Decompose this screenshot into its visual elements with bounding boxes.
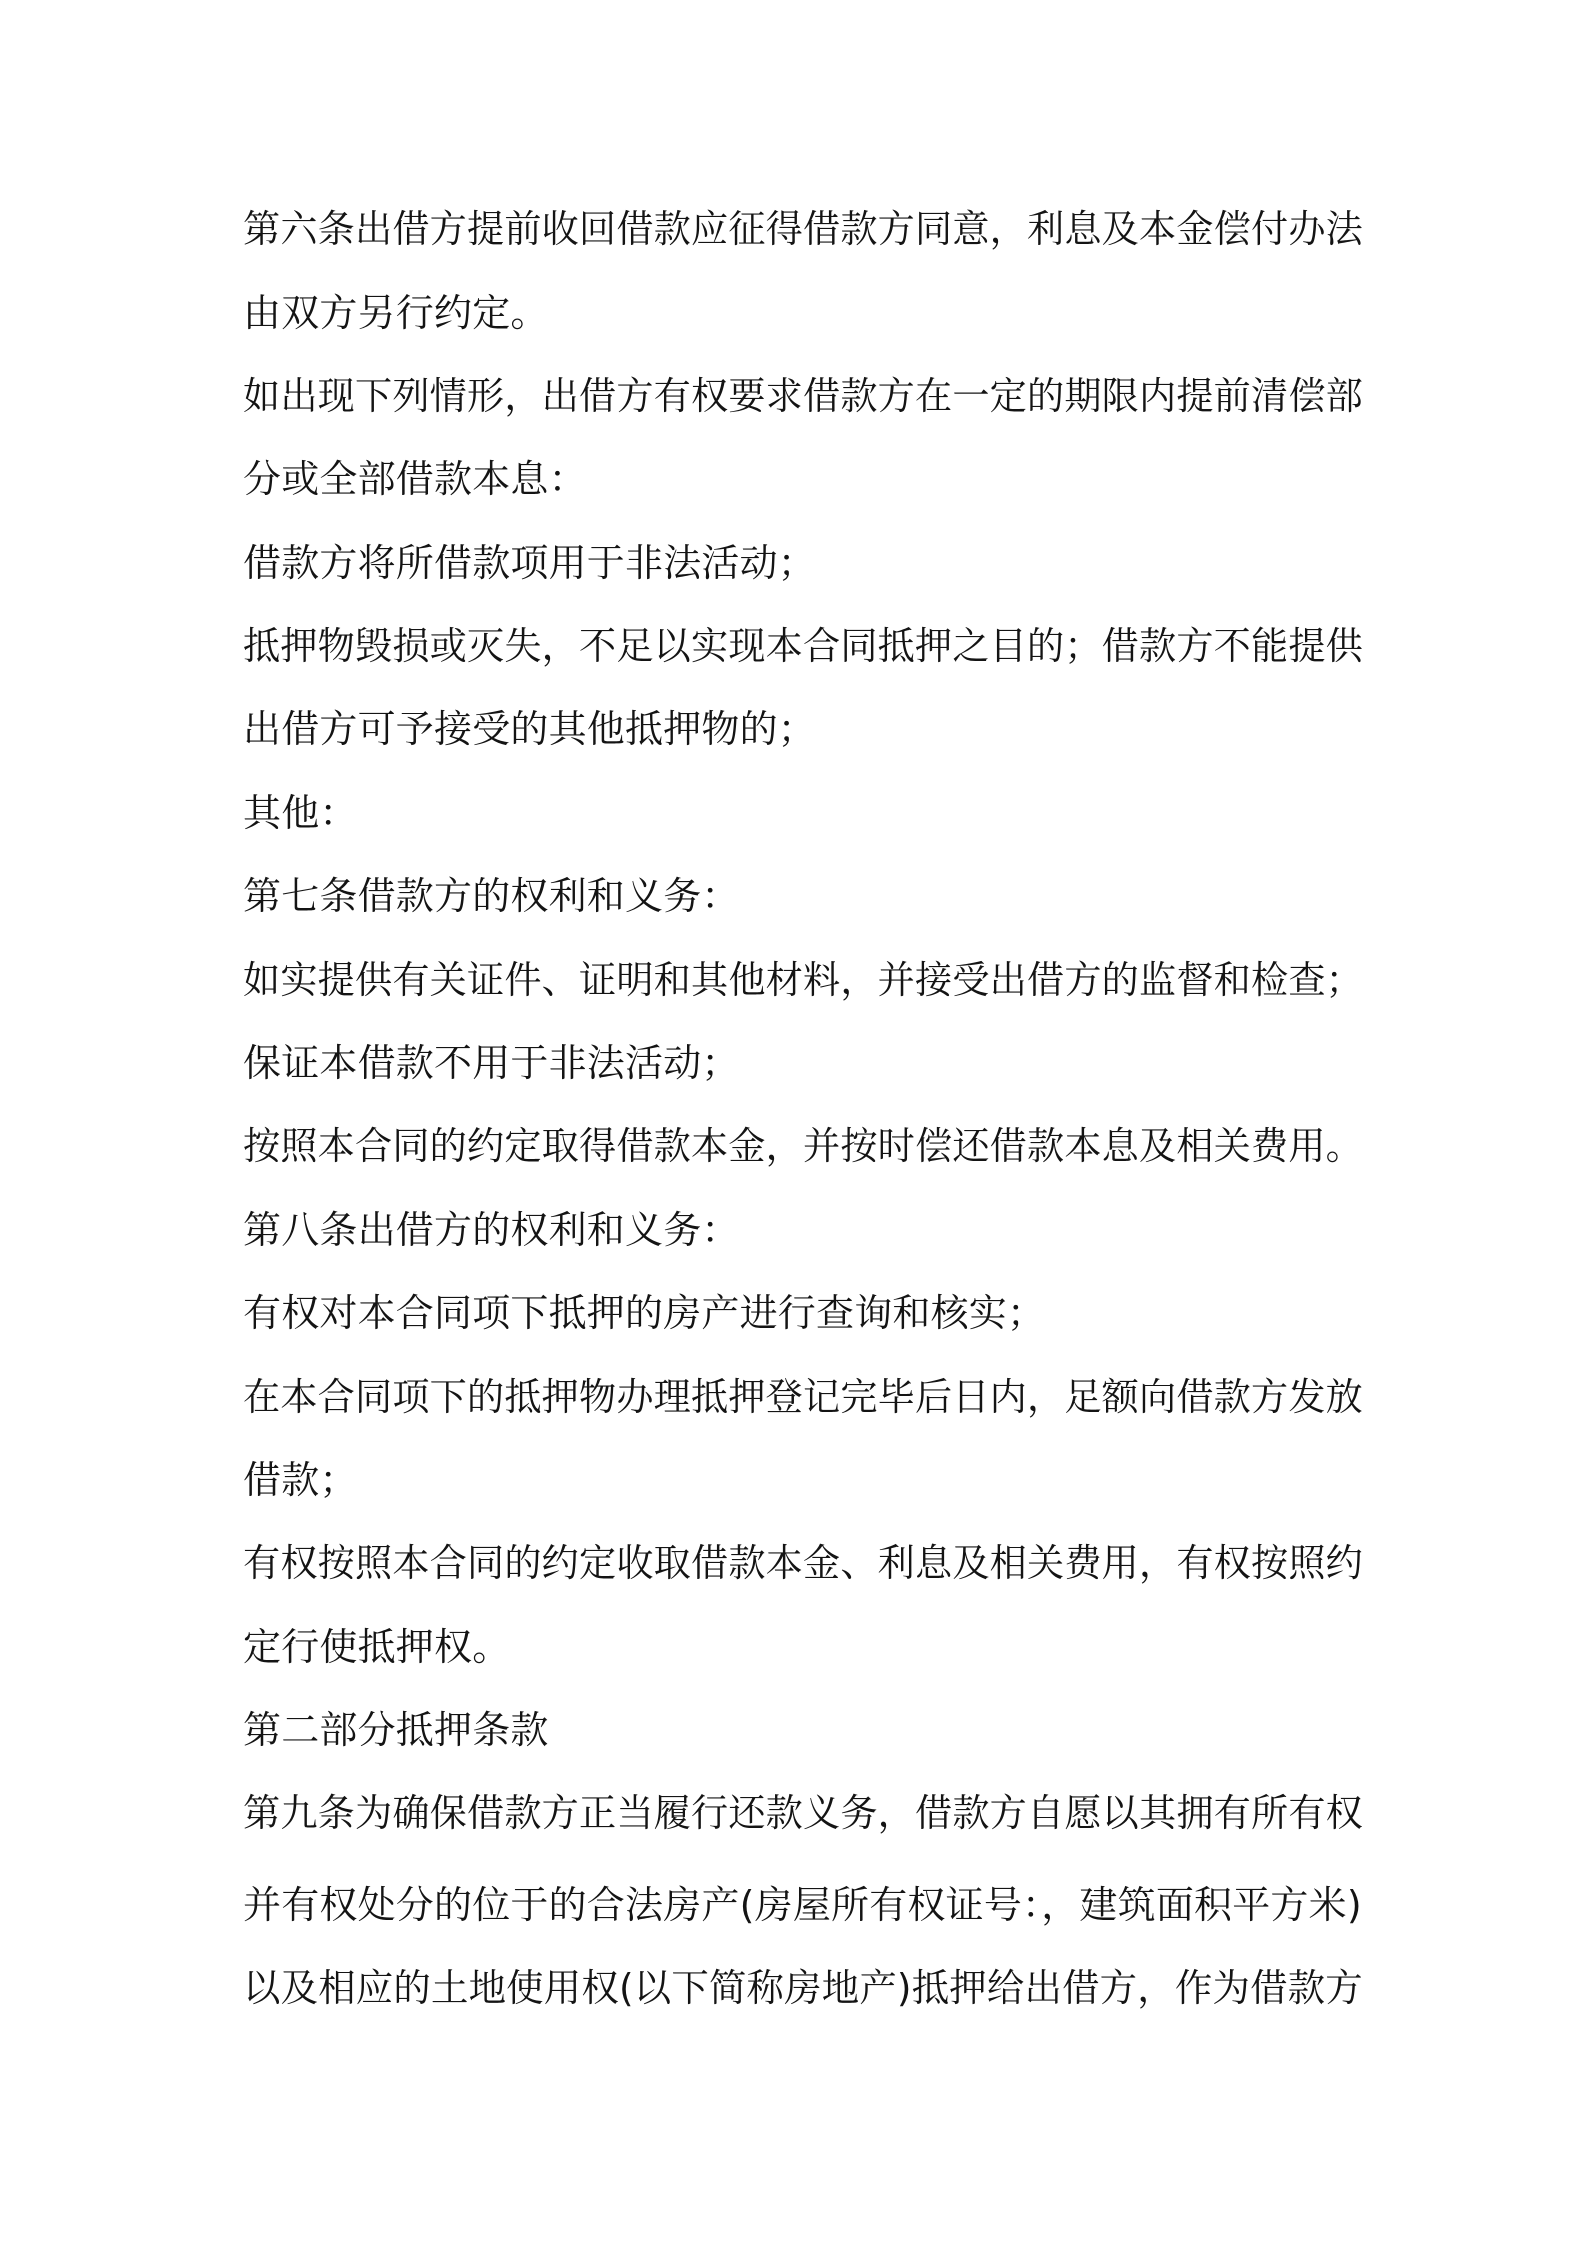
text-line: 其他： <box>243 791 358 835</box>
text-line: 如出现下列情形，出借方有权要求借款方在一定的期限内提前清偿部 <box>243 374 1364 418</box>
text-line: 第六条出借方提前收回借款应征得借款方同意，利息及本金偿付办法 <box>243 207 1364 251</box>
text-line: 定行使抵押权。 <box>243 1625 511 1669</box>
text-line: 由双方另行约定。 <box>243 291 549 335</box>
text-line: 抵押物毁损或灭失，不足以实现本合同抵押之目的；借款方不能提供 <box>243 624 1364 668</box>
text-line: 并有权处分的位于的合法房产(房屋所有权证号：，建筑面积平方米) <box>243 1883 1362 1927</box>
text-line: 有权按照本合同的约定收取借款本金、利息及相关费用，有权按照约 <box>243 1541 1364 1585</box>
text-line: 以及相应的土地使用权(以下简称房地产)抵押给出借方，作为借款方 <box>243 1966 1363 2010</box>
text-line: 保证本借款不用于非法活动； <box>243 1041 740 1085</box>
text-line: 借款； <box>243 1458 358 1502</box>
text-line: 如实提供有关证件、证明和其他材料，并接受出借方的监督和检查； <box>243 958 1364 1002</box>
text-line: 有权对本合同项下抵押的房产进行查询和核实； <box>243 1291 1046 1335</box>
text-line: 出借方可予接受的其他抵押物的； <box>243 707 817 751</box>
text-line: 借款方将所借款项用于非法活动； <box>243 541 817 585</box>
text-line: 第七条借款方的权利和义务： <box>243 874 740 918</box>
text-line: 第二部分抵押条款 <box>243 1708 549 1752</box>
text-line: 第九条为确保借款方正当履行还款义务，借款方自愿以其拥有所有权 <box>243 1791 1364 1835</box>
text-line: 第八条出借方的权利和义务： <box>243 1208 740 1252</box>
text-line: 在本合同项下的抵押物办理抵押登记完毕后日内，足额向借款方发放 <box>243 1375 1364 1419</box>
text-line: 按照本合同的约定取得借款本金，并按时偿还借款本息及相关费用。 <box>243 1124 1364 1168</box>
text-line: 分或全部借款本息： <box>243 457 587 501</box>
